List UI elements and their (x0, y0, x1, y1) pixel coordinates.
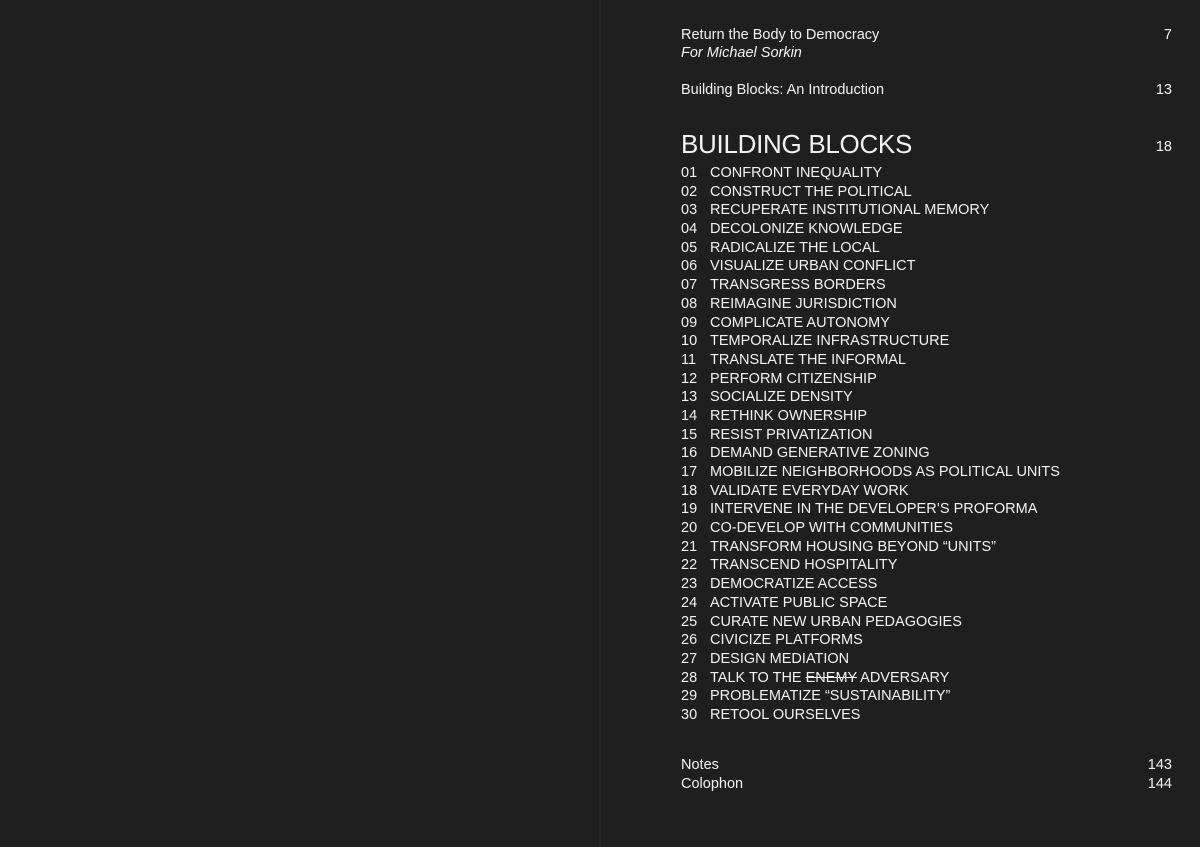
item-title: DECOLONIZE KNOWLEDGE (710, 221, 903, 238)
item-title-struck: ENEMY (805, 669, 857, 686)
building-block-item[interactable] (681, 351, 1060, 370)
item-title: MOBILIZE NEIGHBORHOODS AS POLITICAL UNITS (710, 464, 1060, 480)
item-title: CONSTRUCT THE POLITICAL (710, 183, 912, 200)
item-title: RETHINK OWNERSHIP (710, 407, 868, 424)
item-title: RETOOL OURSELVES (710, 706, 861, 723)
item-title: VALIDATE EVERYDAY WORK (710, 482, 909, 499)
item-number: 03 (681, 202, 698, 219)
item-number: 17 (681, 464, 698, 480)
item-title: TRANSFORM HOUSING BEYOND “UNITS” (710, 538, 996, 555)
building-block-item[interactable] (681, 594, 1060, 613)
item-title: CIVICIZE PLATFORMS (710, 632, 863, 649)
building-block-item[interactable] (681, 631, 1060, 650)
item-title-suffix: ADVERSARY (856, 669, 950, 686)
item-title: VISUALIZE URBAN CONFLICT (710, 258, 916, 275)
building-block-item[interactable] (681, 519, 1060, 538)
toc-entry-notes[interactable] (681, 756, 1172, 774)
item-title-prefix: TALK TO THE (710, 669, 806, 686)
building-block-item[interactable] (681, 538, 1060, 557)
item-number: 24 (681, 594, 698, 611)
item-number: 27 (681, 650, 698, 667)
building-block-item[interactable] (681, 332, 1060, 351)
item-number: 15 (681, 426, 698, 443)
item-title: TRANSGRESS BORDERS (710, 277, 886, 294)
item-title: TEMPORALIZE INFRASTRUCTURE (710, 333, 950, 350)
section-title: BUILDING BLOCKS (681, 129, 913, 159)
item-number: 08 (681, 295, 698, 312)
toc-entry-return-the-body[interactable] (681, 26, 1172, 66)
item-title: COMPLICATE AUTONOMY (710, 314, 890, 331)
item-number: 20 (681, 520, 698, 537)
item-title: CO-DEVELOP WITH COMMUNITIES (710, 520, 954, 537)
item-number: 05 (681, 239, 698, 256)
item-title: CURATE NEW URBAN PEDAGOGIES (710, 613, 962, 630)
item-title: PROBLEMATIZE “SUSTAINABILITY” (710, 688, 951, 705)
building-block-item[interactable] (681, 426, 1060, 445)
item-title: ACTIVATE PUBLIC SPACE (710, 594, 888, 611)
item-title: RADICALIZE THE LOCAL (710, 239, 880, 256)
item-number: 02 (681, 183, 698, 200)
item-number: 09 (681, 314, 698, 331)
item-number: 16 (681, 445, 698, 462)
item-number: 07 (681, 277, 698, 294)
building-block-item[interactable] (681, 407, 1060, 426)
item-number: 18 (681, 482, 698, 499)
item-number: 29 (681, 688, 698, 705)
entry-page-number: 143 (1147, 757, 1172, 773)
building-block-item[interactable] (681, 276, 1060, 295)
building-block-item[interactable] (681, 183, 1060, 202)
building-block-item[interactable] (681, 687, 1060, 706)
entry-page-number: 13 (1155, 82, 1172, 98)
item-title: REIMAGINE JURISDICTION (710, 295, 897, 312)
building-block-item[interactable] (681, 706, 1060, 725)
item-title: RECUPERATE INSTITUTIONAL MEMORY (710, 202, 990, 219)
item-title: CONFRONT INEQUALITY (710, 165, 883, 181)
item-number: 10 (681, 333, 698, 350)
building-block-item[interactable] (681, 650, 1060, 669)
toc-entry-introduction[interactable] (681, 81, 1172, 99)
entry-page-number: 7 (1163, 27, 1172, 43)
entry-title: Building Blocks: An Introduction (681, 82, 885, 98)
building-block-item[interactable] (681, 444, 1060, 463)
item-number: 19 (681, 501, 698, 518)
entry-page-number: 144 (1147, 776, 1172, 792)
item-number: 04 (681, 221, 698, 238)
building-block-item[interactable] (681, 164, 1060, 183)
item-number: 01 (681, 165, 698, 181)
item-number: 26 (681, 632, 698, 649)
entry-title: Notes (681, 757, 719, 773)
item-title: SOCIALIZE DENSITY (710, 389, 853, 406)
building-block-item[interactable] (681, 220, 1060, 239)
item-number: 21 (681, 538, 698, 555)
building-block-item[interactable] (681, 239, 1060, 258)
entry-title: Return the Body to Democracy (681, 27, 880, 43)
building-block-item[interactable] (681, 463, 1060, 482)
building-block-item[interactable] (681, 613, 1060, 632)
building-block-item[interactable] (681, 257, 1060, 276)
item-title: DEMAND GENERATIVE ZONING (710, 445, 930, 462)
item-title: DEMOCRATIZE ACCESS (710, 576, 878, 593)
toc-entry-colophon[interactable] (681, 775, 1172, 793)
building-blocks-list (681, 164, 1060, 725)
building-block-item[interactable] (681, 575, 1060, 594)
building-block-item[interactable] (681, 388, 1060, 407)
building-block-item[interactable] (681, 556, 1060, 575)
item-number: 30 (681, 706, 698, 723)
item-title: PERFORM CITIZENSHIP (710, 370, 877, 387)
item-title: TRANSLATE THE INFORMAL (710, 351, 907, 368)
building-block-item[interactable] (681, 482, 1060, 501)
item-number: 13 (681, 389, 698, 406)
item-number: 28 (681, 669, 698, 686)
item-title: INTERVENE IN THE DEVELOPER’S PROFORMA (710, 501, 1038, 518)
building-block-item[interactable] (681, 295, 1060, 314)
item-number: 25 (681, 613, 698, 630)
building-block-item[interactable] (681, 500, 1060, 519)
building-block-item[interactable] (681, 370, 1060, 389)
item-number: 06 (681, 258, 698, 275)
item-title: RESIST PRIVATIZATION (710, 426, 873, 443)
item-number: 12 (681, 370, 698, 387)
item-title: DESIGN MEDIATION (710, 650, 850, 667)
entry-subtitle: For Michael Sorkin (681, 45, 802, 61)
building-block-item[interactable] (681, 314, 1060, 333)
item-number: 14 (681, 407, 698, 424)
item-title: TRANSCEND HOSPITALITY (710, 557, 898, 574)
item-number: 11 (681, 351, 697, 368)
building-block-item[interactable] (681, 669, 1060, 688)
entry-title: Colophon (681, 776, 744, 792)
item-number: 22 (681, 557, 698, 574)
section-page-number: 18 (1155, 139, 1172, 155)
item-number: 23 (681, 576, 698, 593)
building-block-item[interactable] (681, 201, 1060, 220)
